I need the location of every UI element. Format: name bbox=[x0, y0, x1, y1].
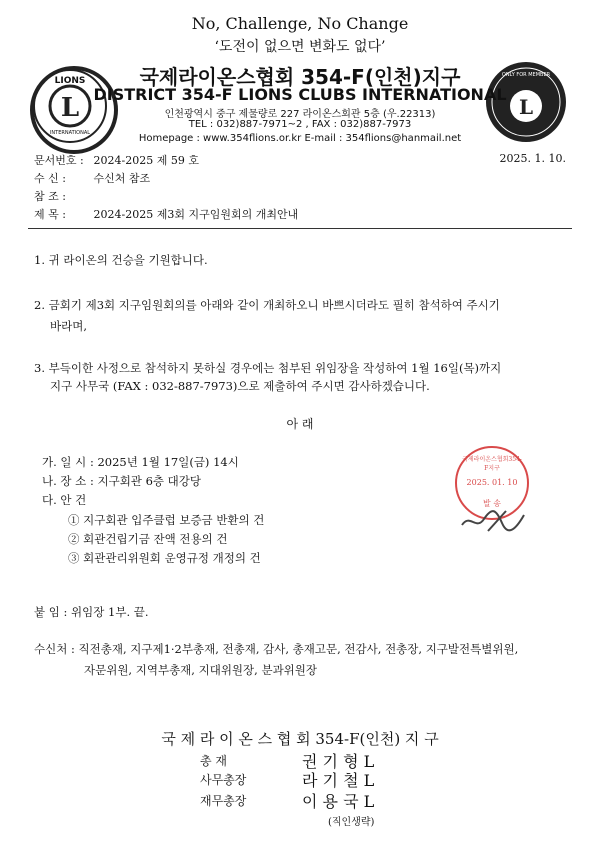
signature-org: 국 제 라 이 온 스 협 회 354-F(인천) 지 구 bbox=[161, 730, 439, 748]
org-tel-fax: TEL : 032)887-7971~2 , FAX : 032)887-7973 bbox=[188, 119, 412, 130]
paragraph-1: 1. 귀 라이온의 건승을 기원합니다. bbox=[34, 253, 208, 267]
subject: 2024-2025 제3회 지구임원회의 개최안내 bbox=[93, 208, 299, 221]
reference-label: 참 조 : bbox=[34, 190, 66, 203]
org-name-english: DISTRICT 354-F LIONS CLUBS INTERNATIONAL bbox=[93, 85, 507, 104]
below-heading: 아 래 bbox=[286, 417, 314, 431]
attachment-note: 붙 임 : 위임장 1부. 끝. bbox=[34, 605, 149, 619]
recipients-line2: 자문위원, 지역부총재, 지대위원장, 분과위원장 bbox=[84, 663, 318, 677]
agenda-item: ② 회관건립기금 잔액 전용의 건 bbox=[68, 532, 228, 546]
doc-number: 2024-2025 제 59 호 bbox=[93, 154, 199, 167]
paragraph-2-line1: 2. 금회기 제3회 지구임원회의를 아래와 같이 개최하오니 바쁘시더라도 필히 참석하여 주시기 bbox=[34, 298, 500, 312]
signer-name: 라 기 철 L bbox=[302, 771, 375, 790]
paragraph-2-line2: 바라며, bbox=[50, 319, 87, 333]
right-logo-text: ONLY FOR MEMBER bbox=[501, 72, 551, 78]
svg-text:L: L bbox=[60, 93, 80, 123]
recipients-line1: 수신처 : 직전총재, 지구제1·2부총재, 전총재, 감사, 총재고문, 전감사, 전총장, 지구발전특별위원, bbox=[34, 642, 519, 656]
stamp-bottom-text: 발 송 bbox=[483, 499, 501, 508]
agenda-item: ③ 회관관리위원회 운영규정 개정의 건 bbox=[68, 551, 261, 565]
left-logo-subtext: INTERNATIONAL bbox=[49, 130, 91, 136]
meeting-date: 가. 일 시 : 2025년 1월 17일(금) 14시 bbox=[42, 455, 239, 469]
motto-korean: ‘도전이 없으면 변화도 없다’ bbox=[214, 39, 386, 55]
left-logo-text: LIONS bbox=[54, 76, 86, 86]
svg-text:L: L bbox=[518, 95, 534, 119]
org-address: 인천광역시 중구 제물량로 227 라이온스회관 5층 (우.22313) bbox=[164, 109, 436, 120]
signer-name: 권 기 형 L bbox=[302, 752, 375, 771]
org-name-korean: 국제라이온스협회 354-F(인천)지구 bbox=[139, 65, 461, 89]
paragraph-3-line1: 3. 부득이한 사정으로 참석하지 못하실 경우에는 첨부된 위임장을 작성하여 1월 16일(목)까지 bbox=[34, 361, 502, 375]
signer-title: 사무총장 bbox=[200, 773, 247, 787]
signer-name: 이 용 국 L bbox=[302, 792, 375, 811]
doc-number-label: 문서번호 : bbox=[34, 154, 84, 167]
divider bbox=[28, 228, 572, 229]
motto-english: No, Challenge, No Change bbox=[191, 14, 409, 33]
recipient: 수신처 참조 bbox=[93, 172, 151, 185]
doc-date: 2025. 1. 10. bbox=[499, 152, 566, 165]
seal-omitted-note: (직인생략) bbox=[328, 817, 375, 828]
subject-label: 제 목 : bbox=[34, 208, 66, 221]
reference-row bbox=[34, 188, 90, 204]
meeting-place: 나. 장 소 : 지구회관 6층 대강당 bbox=[42, 474, 201, 488]
handwritten-signature bbox=[458, 505, 528, 535]
signer-title: 재무총장 bbox=[200, 794, 247, 808]
recipient-label: 수 신 : bbox=[34, 172, 66, 185]
org-web-email: Homepage : www.354flions.or.kr E-mail : 354flions@hanmail.net bbox=[138, 133, 462, 144]
doc-number-row bbox=[34, 152, 199, 168]
signer-title: 총 재 bbox=[200, 754, 227, 768]
agenda-label: 다. 안 건 bbox=[42, 493, 87, 507]
stamp-date: 2025. 01. 10 bbox=[466, 478, 518, 487]
stamp-top-text: 국제라이온스협회354-F지구 bbox=[462, 456, 522, 472]
subject-row bbox=[34, 206, 298, 222]
recipient-row bbox=[34, 170, 150, 186]
agenda-item: ① 지구회관 입주클럽 보증금 반환의 건 bbox=[68, 513, 265, 527]
paragraph-3-line2: 지구 사무국 (FAX : 032-887-7973)으로 제출하여 주시면 감사하겠습니다. bbox=[50, 379, 430, 393]
